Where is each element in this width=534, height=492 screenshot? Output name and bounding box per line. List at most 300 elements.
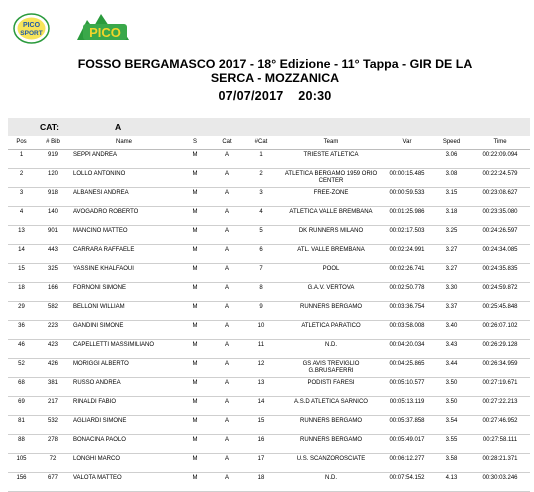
cell-cat-text: A: [224, 418, 229, 424]
cell-bib: [35, 359, 71, 378]
col-header-time: Time: [470, 136, 530, 150]
cell-speed-text: 3.08: [445, 171, 458, 177]
cell-cat-rank-text: 7: [259, 266, 263, 272]
cell-var: [381, 340, 433, 359]
cell-name: [71, 321, 177, 340]
cell-pos: [8, 188, 35, 207]
cell-cat-rank-text: 5: [259, 228, 263, 234]
cell-cat: [213, 378, 241, 397]
cell-cat-text: A: [224, 152, 229, 158]
cell-pos-text: 68: [18, 380, 25, 386]
cell-speed-text: 3.27: [445, 266, 458, 272]
cell-team: [281, 359, 381, 378]
cell-name: [71, 207, 177, 226]
cell-name-text: MORIGGI ALBERTO: [73, 361, 129, 367]
cell-cat-text: A: [224, 342, 229, 348]
cell-pos: [8, 302, 35, 321]
cell-sex: [177, 340, 213, 359]
cell-cat-text: A: [224, 361, 229, 367]
cell-cat: [213, 321, 241, 340]
pico-logo: [73, 10, 133, 46]
cell-time-text: 00:22:24.579: [482, 171, 518, 177]
cell-time: [470, 378, 530, 397]
cell-team-text: TRIESTE ATLETICA: [303, 152, 359, 158]
cell-sex: [177, 321, 213, 340]
cell-cat-text: A: [224, 266, 229, 272]
cell-var-text: 00:04:25.865: [389, 361, 425, 367]
cell-team: [281, 397, 381, 416]
cell-sex: [177, 454, 213, 473]
cell-cat-rank-text: 10: [257, 323, 265, 329]
cell-name: [71, 283, 177, 302]
cell-team-text: POOL: [322, 266, 340, 272]
cell-sex: [177, 283, 213, 302]
cell-bib: [35, 454, 71, 473]
cell-cat: [213, 169, 241, 188]
cell-sex-text: M: [192, 285, 198, 291]
table-header-row: [8, 136, 530, 150]
cell-pos-text: 29: [18, 304, 25, 310]
cell-bib-text: 223: [47, 323, 58, 329]
cell-var-text: 00:06:12.277: [389, 456, 425, 462]
cell-team: [281, 340, 381, 359]
table-row: [8, 435, 530, 454]
cell-cat-rank: [241, 150, 281, 169]
cell-time-text: 00:23:35.080: [482, 209, 518, 215]
cell-sex-text: M: [192, 247, 198, 253]
cell-cat: [213, 454, 241, 473]
cell-name: [71, 435, 177, 454]
cell-speed-text: 3.50: [445, 380, 458, 386]
cell-cat-text: A: [224, 285, 229, 291]
cell-sex-text: M: [192, 380, 198, 386]
cell-team-text: PODISTI FARESI: [307, 380, 355, 386]
table-row: [8, 473, 530, 492]
cell-bib-text: 918: [47, 190, 58, 196]
cell-team-text: A.S.D ATLETICA SARNICO: [294, 399, 368, 405]
cell-bib: [35, 264, 71, 283]
cell-cat: [213, 207, 241, 226]
cell-name: [71, 473, 177, 492]
pico-sport-logo: [13, 13, 50, 44]
cell-time-text: 00:26:34.959: [482, 361, 518, 367]
cell-cat: [213, 359, 241, 378]
cell-cat-rank: [241, 321, 281, 340]
col-header-speed: Speed: [433, 136, 470, 150]
cell-name: [71, 150, 177, 169]
cell-var-text: 00:01:25.986: [389, 209, 425, 215]
cell-time: [470, 340, 530, 359]
cell-sex: [177, 416, 213, 435]
cell-speed: [433, 245, 470, 264]
cell-pos-text: 52: [18, 361, 25, 367]
cell-pos: [8, 226, 35, 245]
cell-name-text: FORNONI SIMONE: [73, 285, 127, 291]
cell-time: [470, 226, 530, 245]
cell-time-text: 00:24:34.085: [482, 247, 518, 253]
cell-var: [381, 416, 433, 435]
cell-speed-text: 3.50: [445, 399, 458, 405]
cell-cat-rank: [241, 435, 281, 454]
cell-name: [71, 302, 177, 321]
cell-name-text: VALOTA MATTEO: [73, 475, 122, 481]
cell-sex-text: M: [192, 209, 198, 215]
cell-var-text: 00:03:58.008: [389, 323, 425, 329]
cell-cat-rank: [241, 340, 281, 359]
cell-sex-text: M: [192, 399, 198, 405]
cell-name-text: RINALDI FABIO: [73, 399, 117, 405]
cell-sex: [177, 169, 213, 188]
table-row: [8, 169, 530, 188]
cell-var-text: 00:05:37.858: [389, 418, 425, 424]
cell-cat-rank-text: 11: [257, 342, 265, 348]
cell-cat-rank-text: 16: [257, 437, 265, 443]
cell-var-text: 00:07:54.152: [389, 475, 425, 481]
cell-cat-rank: [241, 454, 281, 473]
cell-name-text: AVOGADRO ROBERTO: [73, 209, 139, 215]
cell-speed-text: 3.37: [445, 304, 458, 310]
cell-bib: [35, 245, 71, 264]
cell-team-text: FREE-ZONE: [313, 190, 349, 196]
cell-cat-rank: [241, 188, 281, 207]
cell-sex: [177, 359, 213, 378]
col-header-sex: S: [177, 136, 213, 150]
cell-pos-text: 2: [19, 171, 24, 177]
cell-name-text: GANDINI SIMONE: [73, 323, 124, 329]
cell-team-text: GS AVIS TREVIGLIO G.BRUSAFERRI: [302, 361, 360, 374]
cell-bib: [35, 226, 71, 245]
cell-speed-text: 3.55: [445, 437, 458, 443]
cell-name: [71, 454, 177, 473]
cell-time-text: 00:24:26.597: [482, 228, 518, 234]
cell-cat-rank-text: 17: [257, 456, 265, 462]
cell-bib: [35, 435, 71, 454]
cell-time-text: 00:24:59.872: [482, 285, 518, 291]
col-header-cat: Cat: [213, 136, 241, 150]
cell-pos-text: 4: [19, 209, 24, 215]
col-header-name: Name: [71, 136, 177, 150]
cell-cat-rank: [241, 264, 281, 283]
cell-var: [381, 321, 433, 340]
cell-bib: [35, 416, 71, 435]
table-row: [8, 188, 530, 207]
cell-cat: [213, 416, 241, 435]
cell-name: [71, 359, 177, 378]
cell-cat-text: A: [224, 437, 229, 443]
cell-cat-rank: [241, 359, 281, 378]
cell-cat-text: A: [224, 247, 229, 253]
cell-team-text: U.S. SCANZOROSCIATE: [296, 456, 366, 462]
cell-sex: [177, 188, 213, 207]
cell-cat-rank: [241, 378, 281, 397]
cell-time-text: 00:22:09.094: [482, 152, 518, 158]
cell-name: [71, 245, 177, 264]
cell-team: [281, 150, 381, 169]
cell-speed: [433, 150, 470, 169]
cell-name: [71, 397, 177, 416]
cell-pos: [8, 207, 35, 226]
cell-var: [381, 454, 433, 473]
svg-text:PICO: PICO: [89, 25, 121, 40]
cell-speed: [433, 340, 470, 359]
cell-team-text: G.A.V. VERTOVA: [307, 285, 355, 291]
cell-time-text: 00:28:21.371: [482, 456, 518, 462]
cell-sex-text: M: [192, 437, 198, 443]
cell-pos: [8, 150, 35, 169]
cell-time-text: 00:27:22.213: [482, 399, 518, 405]
cell-name-text: LOLLO ANTONINO: [73, 171, 126, 177]
cell-cat-text: A: [224, 304, 229, 310]
cell-pos-text: 156: [16, 475, 27, 481]
cell-sex: [177, 150, 213, 169]
cell-sex-text: M: [192, 418, 198, 424]
cell-team: [281, 378, 381, 397]
cell-cat: [213, 226, 241, 245]
cell-bib-text: 217: [47, 399, 58, 405]
cell-cat-rank-text: 4: [259, 209, 263, 215]
cell-cat-rank: [241, 397, 281, 416]
cell-time-text: 00:30:03.246: [482, 475, 518, 481]
cell-cat-rank-text: 14: [257, 399, 265, 405]
cell-speed: [433, 378, 470, 397]
cell-team-text: RUNNERS BERGAMO: [299, 418, 362, 424]
cell-cat-text: A: [224, 456, 229, 462]
cell-sex: [177, 473, 213, 492]
cell-var: [381, 283, 433, 302]
cell-speed: [433, 283, 470, 302]
cell-team: [281, 454, 381, 473]
cell-sex-text: M: [192, 228, 198, 234]
cell-sex-text: M: [192, 266, 198, 272]
cell-time: [470, 207, 530, 226]
cell-speed-text: 3.54: [445, 418, 458, 424]
cell-cat-rank-text: 8: [259, 285, 263, 291]
cell-sex: [177, 264, 213, 283]
cell-team: [281, 473, 381, 492]
cell-var: [381, 169, 433, 188]
cell-bib: [35, 340, 71, 359]
svg-text:SPORT: SPORT: [20, 30, 43, 37]
cell-var: [381, 359, 433, 378]
cell-sex-text: M: [192, 304, 198, 310]
cell-cat-rank-text: 3: [259, 190, 263, 196]
cell-var: [381, 378, 433, 397]
cell-sex-text: M: [192, 361, 198, 367]
cell-var: [381, 264, 433, 283]
cell-time-text: 00:26:29.128: [482, 342, 518, 348]
col-header-var: Var: [381, 136, 433, 150]
cell-name: [71, 416, 177, 435]
cell-team-text: RUNNERS BERGAMO: [299, 437, 362, 443]
table-row: [8, 245, 530, 264]
cell-var-text: 00:05:49.017: [389, 437, 425, 443]
cell-sex-text: M: [192, 342, 198, 348]
cell-var-text: 00:05:10.577: [389, 380, 425, 386]
cell-cat-rank: [241, 245, 281, 264]
cell-speed-text: 3.06: [445, 152, 458, 158]
cell-team-text: ATLETICA PARATICO: [301, 323, 361, 329]
cell-pos-text: 88: [18, 437, 25, 443]
category-label: CAT:: [40, 122, 59, 132]
cell-cat-rank: [241, 169, 281, 188]
cell-bib-text: 166: [47, 285, 58, 291]
cell-pos: [8, 169, 35, 188]
cell-speed: [433, 264, 470, 283]
cell-var-text: 00:03:36.754: [389, 304, 425, 310]
cell-team: [281, 245, 381, 264]
cell-cat: [213, 150, 241, 169]
cell-time: [470, 264, 530, 283]
cell-time-text: 00:25:45.848: [482, 304, 518, 310]
cell-cat-rank: [241, 473, 281, 492]
cell-speed-text: 3.30: [445, 285, 458, 291]
cell-var-text: 00:02:24.991: [389, 247, 425, 253]
cell-team: [281, 416, 381, 435]
col-header-team: Team: [281, 136, 381, 150]
cell-name: [71, 226, 177, 245]
category-header: [8, 118, 530, 136]
cell-pos: [8, 397, 35, 416]
cell-time: [470, 188, 530, 207]
cell-pos: [8, 340, 35, 359]
cell-bib-text: 140: [47, 209, 58, 215]
table-row: [8, 321, 530, 340]
cell-speed: [433, 416, 470, 435]
cell-pos: [8, 416, 35, 435]
cell-team: [281, 264, 381, 283]
cell-var: [381, 435, 433, 454]
event-datetime: 07/07/2017 20:30: [218, 89, 332, 103]
cell-var-text: 00:00:15.485: [389, 171, 425, 177]
cell-time: [470, 359, 530, 378]
cell-cat-text: A: [224, 399, 229, 405]
cell-pos: [8, 264, 35, 283]
cell-sex-text: M: [192, 475, 198, 481]
cell-cat-rank-text: 2: [259, 171, 263, 177]
cell-pos-text: 46: [18, 342, 25, 348]
cell-name-text: SEPPI ANDREA: [73, 152, 118, 158]
cell-pos: [8, 378, 35, 397]
cell-bib-text: 278: [47, 437, 58, 443]
cell-bib: [35, 397, 71, 416]
cell-team-text: DK RUNNERS MILANO: [298, 228, 364, 234]
cell-cat: [213, 435, 241, 454]
cell-name-text: YASSINE KHALFAOUI: [73, 266, 134, 272]
cell-cat-text: A: [224, 323, 229, 329]
cell-var: [381, 302, 433, 321]
cell-time-text: 00:27:58.111: [482, 437, 518, 443]
cell-bib: [35, 188, 71, 207]
cell-speed-text: 3.27: [445, 247, 458, 253]
cell-cat: [213, 245, 241, 264]
cell-bib: [35, 302, 71, 321]
cell-bib-text: 919: [47, 152, 58, 158]
cell-var: [381, 473, 433, 492]
cell-team-text: N.D.: [325, 475, 337, 481]
cell-name-text: BELLONI WILLIAM: [73, 304, 125, 310]
cell-sex-text: M: [192, 323, 198, 329]
cell-speed: [433, 207, 470, 226]
cell-pos-text: 105: [16, 456, 27, 462]
col-header-pos: Pos: [8, 136, 35, 150]
cell-var: [381, 188, 433, 207]
cell-sex: [177, 226, 213, 245]
cell-speed-text: 3.15: [445, 190, 458, 196]
cell-cat: [213, 302, 241, 321]
cell-bib: [35, 473, 71, 492]
cell-bib: [35, 150, 71, 169]
cell-sex: [177, 302, 213, 321]
cell-bib-text: 426: [47, 361, 58, 367]
cell-team: [281, 188, 381, 207]
event-title-line2: SERCA - MOZZANICA: [210, 71, 340, 85]
cell-time: [470, 169, 530, 188]
cell-team: [281, 283, 381, 302]
cell-team-text: ATLETICA BERGAMO 1959 ORIO CENTER: [284, 171, 378, 184]
cell-time-text: 00:26:07.102: [482, 323, 518, 329]
cell-pos-text: 81: [18, 418, 25, 424]
cell-team: [281, 169, 381, 188]
cell-speed-text: 3.44: [445, 361, 458, 367]
cell-name-text: BONACINA PAOLO: [73, 437, 126, 443]
table-row: [8, 416, 530, 435]
cell-bib-text: 423: [47, 342, 58, 348]
table-row: [8, 226, 530, 245]
cell-pos-text: 69: [18, 399, 25, 405]
cell-pos-text: 15: [18, 266, 25, 272]
cell-name-text: MANCINO MATTEO: [73, 228, 128, 234]
cell-speed: [433, 321, 470, 340]
cell-cat-text: A: [224, 190, 229, 196]
category-value: A: [115, 122, 122, 132]
cell-time: [470, 245, 530, 264]
cell-cat-rank: [241, 302, 281, 321]
table-row: [8, 378, 530, 397]
cell-var-text: 00:02:50.778: [389, 285, 425, 291]
cell-var-text: [381, 150, 433, 152]
cell-name-text: RUSSO ANDREA: [73, 380, 121, 386]
cell-pos: [8, 245, 35, 264]
col-header-cat-rank: #Cat: [241, 136, 281, 150]
results-table: [8, 136, 530, 492]
cell-speed: [433, 302, 470, 321]
table-row: [8, 454, 530, 473]
cell-bib-text: 381: [47, 380, 58, 386]
cell-sex: [177, 207, 213, 226]
cell-name-text: AGLIARDI SIMONE: [73, 418, 127, 424]
cell-var-text: 00:02:26.741: [389, 266, 425, 272]
cell-pos-text: 36: [18, 323, 25, 329]
cell-time: [470, 150, 530, 169]
cell-speed: [433, 397, 470, 416]
cell-pos-text: 18: [18, 285, 25, 291]
cell-team-text: RUNNERS BERGAMO: [299, 304, 362, 310]
cell-name-text: ALBANESI ANDREA: [73, 190, 129, 196]
cell-time: [470, 473, 530, 492]
cell-cat-rank: [241, 207, 281, 226]
cell-speed-text: 3.25: [445, 228, 458, 234]
cell-bib-text: 582: [47, 304, 58, 310]
cell-name-text: CARRARA RAFFAELE: [73, 247, 135, 253]
cell-cat: [213, 397, 241, 416]
cell-bib-text: 120: [47, 171, 58, 177]
cell-speed: [433, 473, 470, 492]
cell-speed-text: 3.18: [445, 209, 458, 215]
cell-sex: [177, 435, 213, 454]
cell-name: [71, 340, 177, 359]
cell-var-text: 00:02:17.503: [389, 228, 425, 234]
cell-pos-text: 1: [19, 152, 24, 158]
